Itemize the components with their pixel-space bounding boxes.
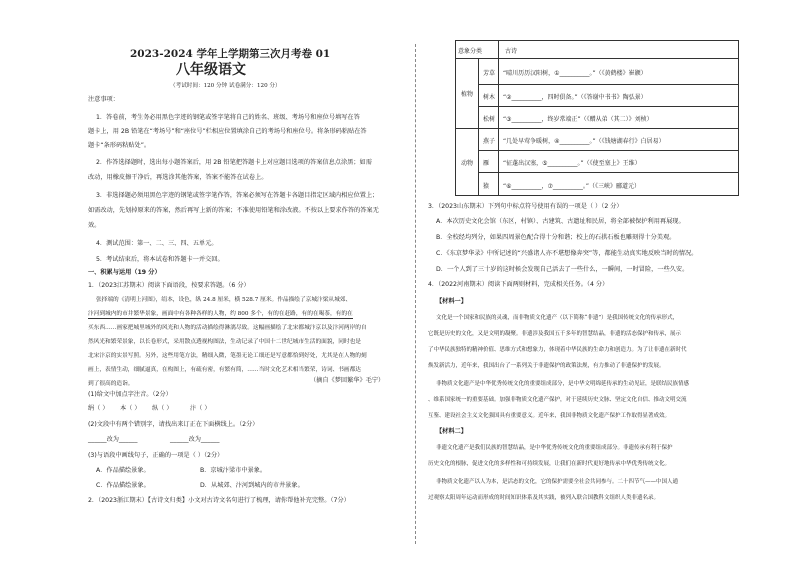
material-line: 历史文化的根脉，促进文化的多样性和可持续发展，让我们在新时代更好地传承中华优秀传统文化。 [428, 461, 671, 467]
notes-line: 3．非选择题必须用黑色字迹的钢笔或签字笔作答，答案必须写在答题卡各题目指定区域内相应位置上； [96, 192, 379, 199]
notes-line: 2．作答选择题时，选出每小题答案后，用 2B 铅笔把答题卡上对应题目选项的答案信息点涂黑；如需 [96, 159, 372, 166]
material-line: 了中华民族独特的精神价值、思维方式和想象力，体现着中华民族的生命力和创造力。为了让非遗在新时代 [428, 347, 687, 353]
passage-source: （摘自《梦回繁华》毛宁） [310, 377, 385, 384]
q3-option-d[interactable]: D．一个人到了三十岁的这时候会发现自己活去了一些什么，一瞬间，一时冒险，一些久安。 [436, 266, 689, 273]
table-head-poem: 古诗 [505, 48, 518, 55]
row-label: 树木 [483, 94, 496, 101]
row-label: 雁 [483, 160, 490, 167]
notes-line: 如需改动，先划掉原来的答案，然后再写上新的答案；不准使用铅笔和涂改液。不按以上要求作答的答案无 [88, 207, 379, 214]
passage-line: 然风光和繁荣景象，以长卷形式，采用散点透视构图法，生动记录了中国十二世纪城市生活的面貌，同时也是 [88, 339, 361, 345]
typo-fill[interactable]: ______改为______ [88, 436, 138, 443]
row-poem[interactable]: “征蓬出汉塞，⑤__________。”（《使至塞上》王维） [503, 160, 641, 167]
row-label: 芳草 [483, 70, 496, 77]
notes-heading: 注意事项： [88, 96, 119, 103]
subject-title: 八年级语文 [176, 62, 246, 78]
material-line: 文化是一个国家和民族的灵魂，而非物质文化遗产（以下简称“非遗”）是我国传统文化的传承形式， [436, 315, 679, 321]
notes-line: 改动，用橡皮擦干净后，再选涂其他答案，答案不能答在试卷上。 [88, 174, 268, 181]
row-label: 猿 [483, 183, 490, 190]
material-line: 非物质文化遗产以人为本，是活态的文化，它的保护需要全社会共同参与。二十四节气——中国人通 [436, 479, 679, 485]
material-line: 过观察太阳周年运动而形成的时间知识体系及其实践，被列入联合国教科文组织人类非遗名录。 [428, 495, 660, 501]
option-c[interactable]: C．作品描绘景象。 [96, 482, 150, 489]
notes-line: 题卡上，用 2B 铅笔在“考场号”和“座位号”栏相应位置填涂自己的考场号和座位号。将条形码粘贴在答 [88, 128, 367, 135]
pinyin-blank[interactable]: 汴（ ） [190, 405, 211, 412]
material-line: 互鉴、建设社会主义文化强国具有重要意义。近年来，我国非物质文化遗产保护工作取得显著成效。 [428, 413, 671, 419]
option-b[interactable]: B．京城汴梁市中景象。 [200, 467, 267, 474]
material-line: 它既是历史的文化，又是文明的凝聚。非遗涉及我国五千多年的智慧结晶，非遗的活态保护和传承，展示 [428, 331, 682, 337]
passage-line: 到了很高的造诣。 [88, 381, 134, 387]
q1-stem: 1．（2023江苏期末）阅读下面语段，按要求答题。（6 分） [88, 282, 250, 289]
passage-line: 北宋汴京的实景写照。另外，这些用笔方法，精细入微，笔墨无论工细还是写意都恰到好处，尤其是在人物的刻 [88, 353, 367, 359]
material-one-heading: 【材料一】 [436, 298, 467, 305]
material-line: 非遗文化遗产是我们民族的智慧结晶，是中华优秀传统文化的重要组成部分。非遗传承有利于保护 [436, 445, 673, 451]
passage-line: 张择端的《清明上河图》，绢本，设色，纵 24.8 厘米，横 528.7 厘米。作品描绘了京城汴梁从城郊、 [96, 297, 352, 303]
notes-line: 4．测试范围：第一、二、三、四、五单元。 [96, 240, 218, 247]
pinyin-blank[interactable]: 纵（ ） [152, 405, 173, 412]
notes-line: 5．考试结束后，将本试卷和答题卡一并交回。 [96, 256, 224, 263]
exam-info: （考试时间：120 分钟 试卷满分：120 分） [170, 83, 281, 89]
row-poem[interactable]: “②__________，四时俱备。”（《答谢中书书》陶弘景） [503, 94, 647, 101]
notes-line: 效。 [88, 222, 101, 229]
q3-stem: 3．（2023山东期末）下列句中标点符号使用有误的一项是（ ）（2 分） [428, 203, 623, 210]
row-label: 燕子 [483, 138, 496, 145]
notes-line: 题卡“条形码粘贴处”。 [88, 142, 151, 149]
row-poem[interactable]: “晴川历历汉阳树，①__________。”（《黄鹤楼》崔颢） [503, 70, 647, 77]
pinyin-blank[interactable]: 绢（ ） [88, 405, 109, 412]
typo-fill[interactable]: ______改为______ [170, 436, 220, 443]
material-line: 非物质文化遗产是中华优秀传统文化的重要组成部分，是中华文明绵延传承的生动见证，是联结民族情感 [436, 381, 690, 387]
q3-option-c[interactable]: C．《东京梦华录》中所记述的“兴盛诸人亦不堪想像奔突”等，都能生动真实地反映当时的情况。 [436, 250, 698, 257]
sub-question: (1)给文中加点字注音。（2分） [88, 391, 172, 398]
option-d[interactable]: D．从城郊、汴河到城内的市井景象。 [200, 482, 304, 489]
sub-question: (3)与语段中画线句子，正确的一项是（ ）（2分） [88, 452, 224, 459]
q2-stem: 2．（2023浙江期末）【古诗文归类】小文对古诗文名句进行了梳理，请你帮他补充完整。（7分） [88, 497, 350, 504]
table-head-category: 意象分类 [458, 48, 483, 55]
row-poem[interactable]: “⑥__________，⑦__________。”（《三峡》郦道元） [503, 183, 640, 190]
notes-line: 1．答卷前，考生务必用黑色字迹的钢笔或签字笔将自己的姓名、班级、考场号和座位号填写在答 [96, 114, 360, 121]
material-line: 焕发新活力，近年来，我国出台了一系列关于非遗保护的政策法规，有力推动了非遗保护的发展。 [428, 363, 665, 369]
row-label: 松树 [483, 116, 496, 123]
material-line: 、维系国家统一的重要基础。加强非物质文化遗产保护，对于延续历史文脉、坚定文化自信、推动文明交流 [428, 397, 687, 403]
q3-option-b[interactable]: B．全校经均列分，如果四周景色配合得十分和谐；校上的石拱石板也雕刻得十分美观。 [436, 234, 676, 241]
pinyin-blank[interactable]: 本（ ） [120, 405, 141, 412]
group-animal: 动物 [461, 160, 474, 167]
option-a[interactable]: A．作品描绘景象。 [96, 467, 150, 474]
exam-title: 2023-2024 学年上学期第三次月考卷 01 [130, 48, 331, 60]
binding-line [415, 44, 416, 544]
q4-stem: 4．（2022河南期末）阅读下面两则材料，完成相关任务。（4 分） [428, 281, 609, 288]
row-poem[interactable]: “几处早莺争暖树，④__________。”（《钱塘湖春行》白居易） [503, 138, 665, 145]
passage-line-underlined: 汴河到城内的市井繁华景象，画面中有各种各样的人物，约 800 多个，有的在赶路，有的在喝茶，有的在 [88, 311, 353, 317]
section-heading: 一、积累与运用（19 分） [88, 269, 161, 276]
group-plant: 植物 [461, 91, 474, 98]
passage-line: 买东西……画家把城里城外的风光和人物的活动描绘得淋漓尽致。这幅画描绘了北宋都城汴京以及汴河两岸的自 [88, 325, 367, 331]
row-poem[interactable]: “③__________，终岁常端正”（《赠从弟（其二）》刘桢） [503, 116, 653, 123]
sub-question: (2)文段中有两个错别字，请找出来订正在下面横线上。（2分） [88, 421, 259, 428]
q3-option-a[interactable]: A．本次历史文化会馆（东区，村镇）、古建筑、古遗址和民居，将全部被保护利用再展现。 [436, 218, 685, 225]
material-two-heading: 【材料二】 [436, 428, 467, 435]
passage-line: 画上，表情生动，细腻逼真，在构图上，有疏有密，有繁有简，……当时文化艺术相当繁荣，诗词、书画都达 [88, 367, 361, 373]
